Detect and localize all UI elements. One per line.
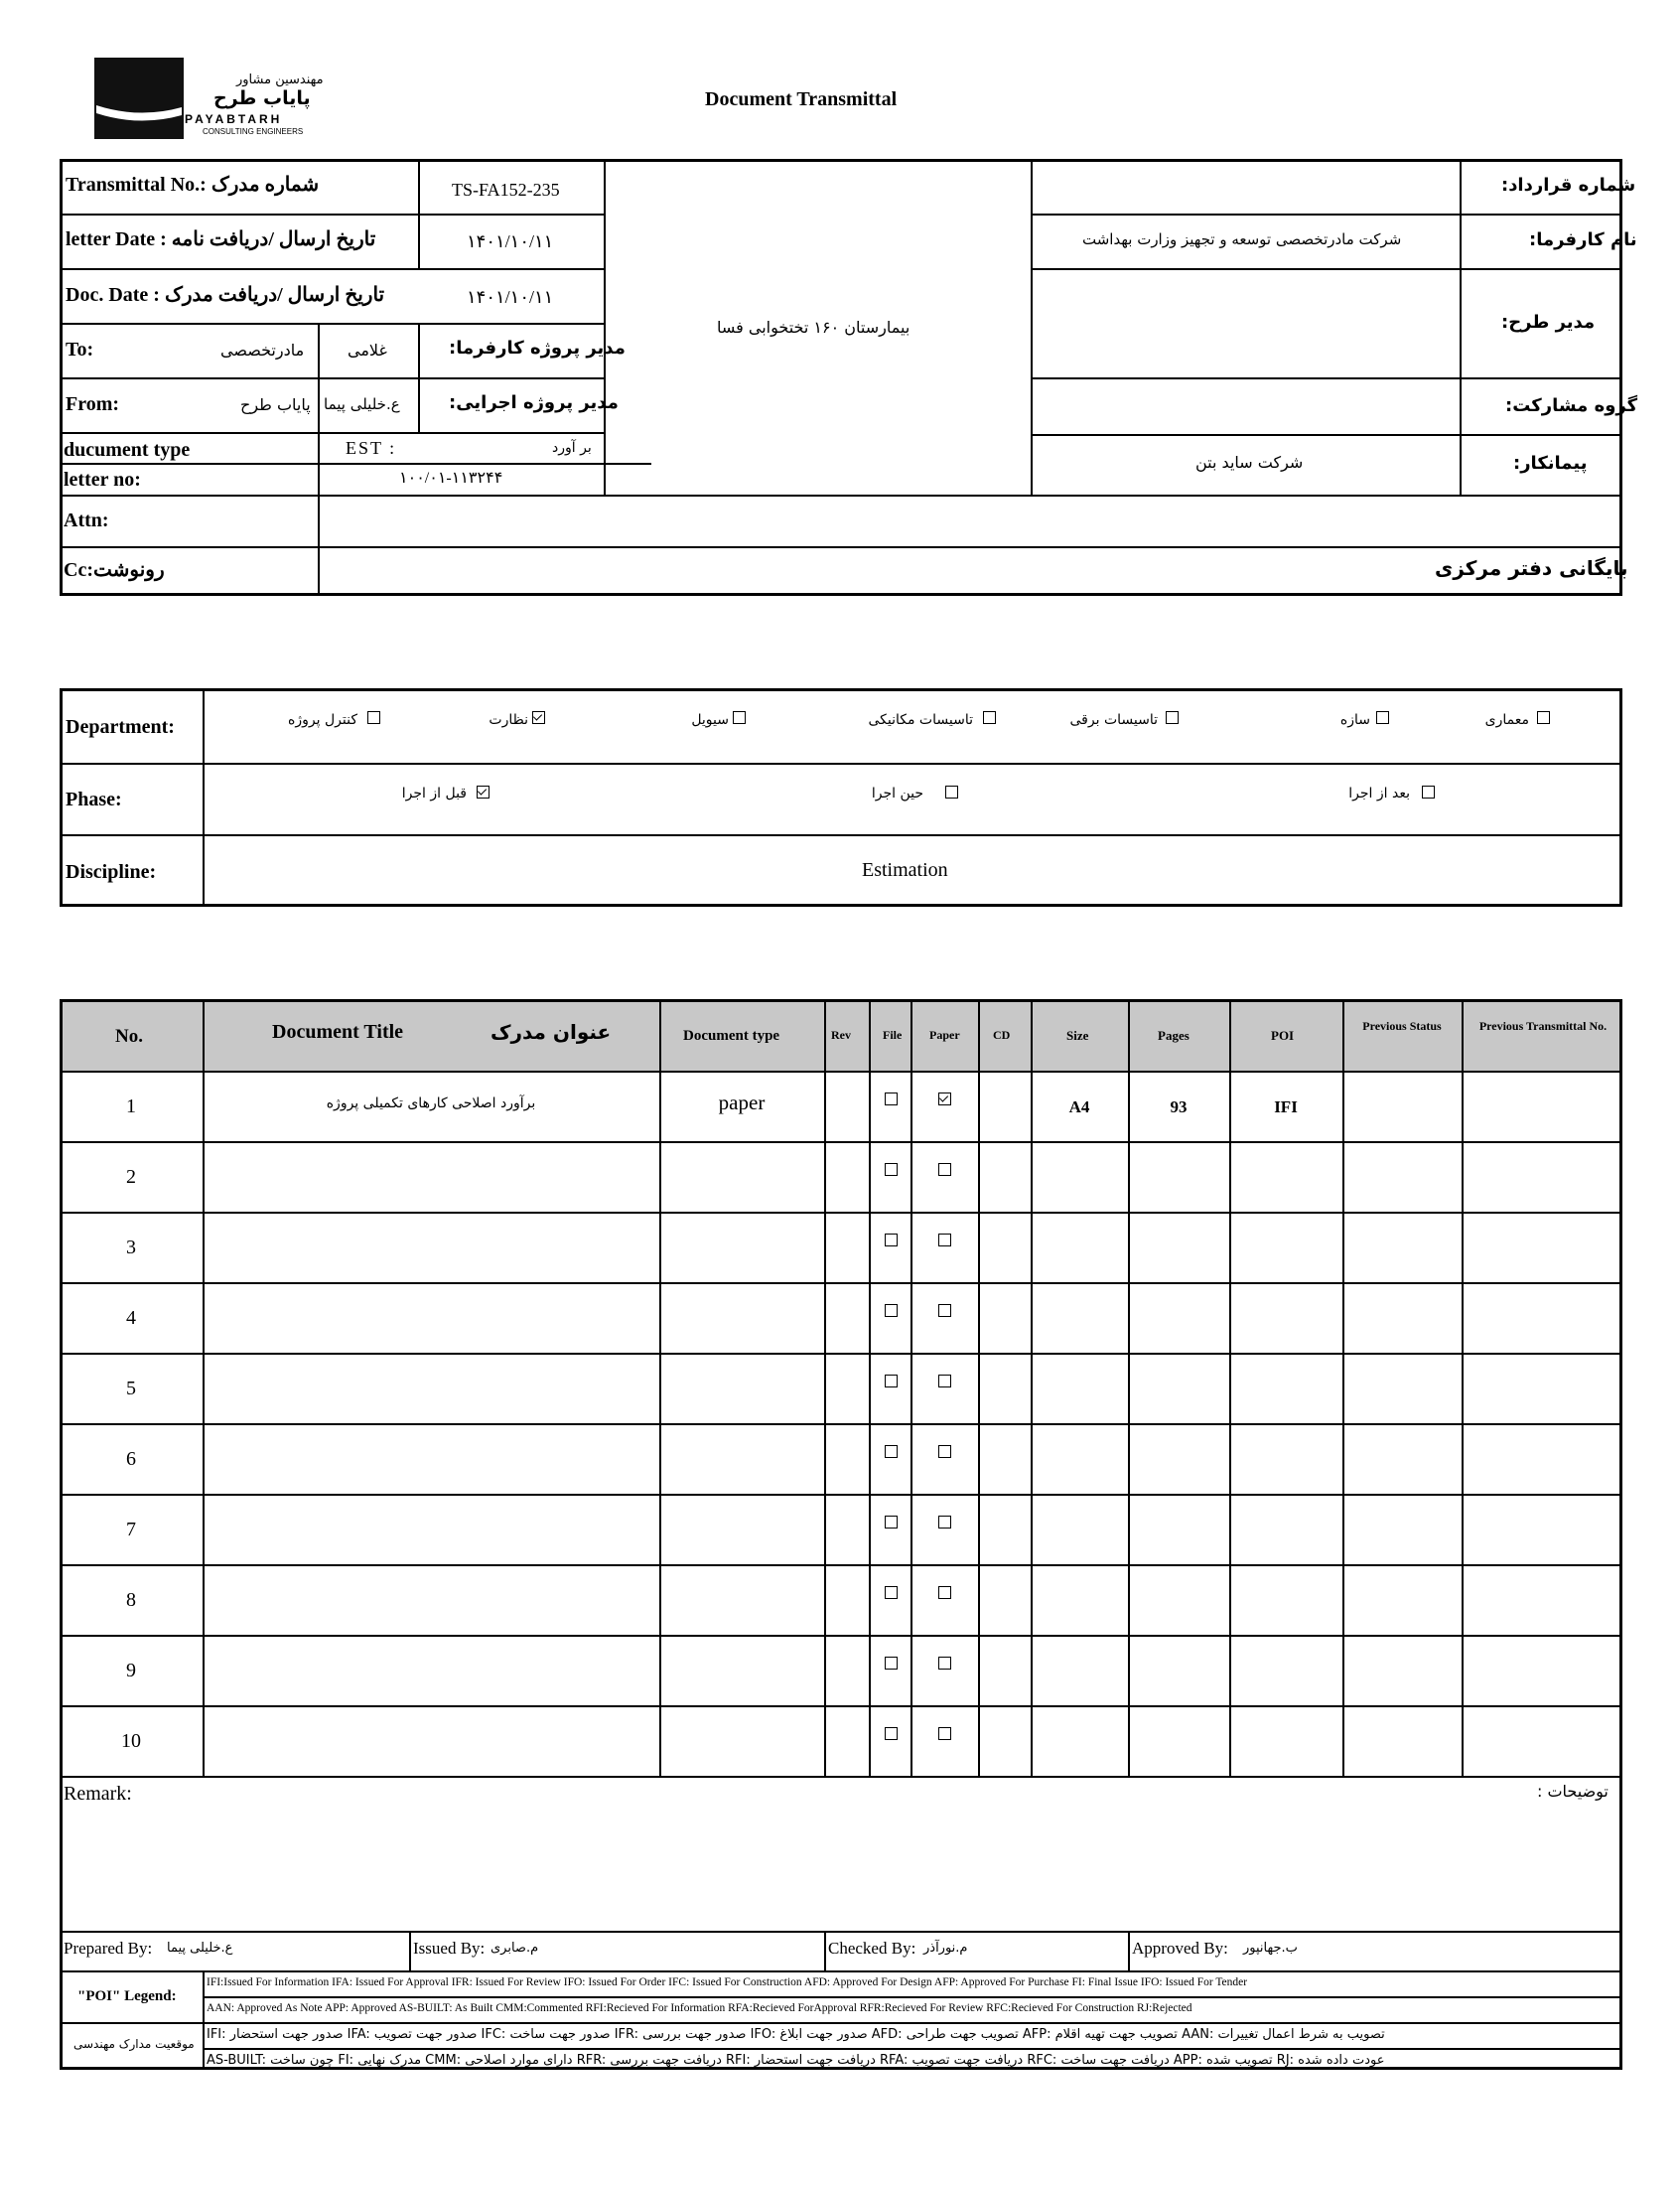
- row-pages: 93: [1170, 1097, 1188, 1116]
- to-value: مادرتخصصی: [220, 341, 305, 360]
- table-column-line: [910, 999, 912, 1776]
- th-prev-no: Previous Transmittal No.: [1478, 1019, 1608, 1033]
- th-file: File: [883, 1028, 903, 1042]
- row-number: 9: [126, 1660, 136, 1681]
- from-label: From:: [66, 393, 120, 415]
- row-number: 7: [126, 1519, 136, 1540]
- letter-no-label: letter no:: [64, 469, 141, 491]
- th-prev-status: Previous Status: [1362, 1019, 1442, 1033]
- phase-option-label: قبل از اجرا: [401, 786, 467, 801]
- th-size: Size: [1066, 1028, 1089, 1043]
- doc-date-value: ۱۴۰۱/۱۰/۱۱: [467, 287, 554, 307]
- page-title: Document Transmittal: [705, 88, 898, 110]
- table-row-line: [60, 1423, 1622, 1425]
- file-checkbox[interactable]: [885, 1163, 898, 1176]
- legend-line-1: IFI:Issued For Information IFA: Issued For Approval IFR: Issued For Review IFO: Issued For Order IFC: Issued For Construction AFD: Approved For Design AFP: Approved For Purchase FI: Final Issue IFO: Issued For Tender: [207, 1976, 1248, 1988]
- issued-by-label: Issued By:: [413, 1939, 486, 1958]
- file-checkbox[interactable]: [885, 1657, 898, 1670]
- table-column-line: [869, 999, 871, 1776]
- department-checkbox[interactable]: [1537, 711, 1550, 724]
- row-number: 4: [126, 1307, 136, 1329]
- th-cd: CD: [993, 1028, 1011, 1042]
- table-row-line: [60, 1705, 1622, 1707]
- attn-label: Attn:: [64, 510, 109, 531]
- remark-label-fa: توضیحات :: [1537, 1782, 1609, 1801]
- row-number: 5: [126, 1378, 136, 1399]
- logo-mark-icon: [94, 58, 184, 139]
- phase-checkbox[interactable]: [477, 786, 490, 799]
- row-poi: IFI: [1274, 1097, 1298, 1116]
- table-column-line: [1229, 999, 1231, 1776]
- letter-date-value: ۱۴۰۱/۱۰/۱۱: [467, 231, 554, 251]
- table-row-line: [60, 1282, 1622, 1284]
- logo-fa-name: پایاب طرح: [213, 87, 311, 109]
- file-checkbox[interactable]: [885, 1445, 898, 1458]
- department-option-label: کنترل پروژه: [288, 712, 357, 728]
- remark-label: Remark:: [64, 1783, 132, 1805]
- file-checkbox[interactable]: [885, 1516, 898, 1529]
- discipline-value: Estimation: [862, 859, 948, 881]
- logo-en-name: PAYABTARH: [185, 112, 283, 126]
- paper-checkbox[interactable]: [938, 1727, 951, 1740]
- th-rev: Rev: [831, 1028, 851, 1042]
- department-checkbox[interactable]: [532, 711, 545, 724]
- status-legend-label: موقعیت مدارک مهندسی: [73, 2037, 195, 2051]
- employer-value: شرکت مادرتخصصی توسعه و تجهیز وزارت بهداشت: [1082, 230, 1402, 248]
- poi-legend-label: "POI" Legend:: [77, 1988, 177, 2004]
- phase-option-label: بعد از اجرا: [1348, 786, 1410, 801]
- file-checkbox[interactable]: [885, 1234, 898, 1246]
- paper-checkbox[interactable]: [938, 1445, 951, 1458]
- legend-line-2: AAN: Approved As Note APP: Approved AS-BUILT: As Built CMM:Commented RFI:Recieved For Information RFA:Recieved ForApproval RFR:Recieved For Review RFC:Recieved For Construction RJ:Rejected: [207, 2002, 1192, 2014]
- table-row-line: [60, 1494, 1622, 1496]
- table-column-line: [978, 999, 980, 1776]
- partner-label: گروه مشارکت:: [1505, 395, 1638, 416]
- phase-label: Phase:: [66, 789, 122, 810]
- paper-checkbox[interactable]: [938, 1375, 951, 1387]
- row-number: 3: [126, 1237, 136, 1258]
- contractor-value: شرکت ساید بتن: [1195, 453, 1304, 472]
- department-option-label: معماری: [1484, 712, 1529, 728]
- employer-label: نام کارفرما:: [1529, 229, 1637, 250]
- issued-by-value: م.صابری: [490, 1941, 539, 1956]
- row-size: A4: [1068, 1097, 1090, 1116]
- phase-checkbox[interactable]: [945, 786, 958, 799]
- row-document-title: برآورد اصلاحی کارهای تکمیلی پروژه: [326, 1095, 536, 1111]
- doc-type-fa: بر آورد: [552, 440, 592, 456]
- documents-table: [60, 999, 1622, 2070]
- approved-by-value: ب.جهانپور: [1243, 1941, 1298, 1956]
- paper-checkbox[interactable]: [938, 1586, 951, 1599]
- table-row-line: [60, 1564, 1622, 1566]
- department-option-label: سازه: [1339, 712, 1370, 728]
- from-person: ع.خلیلی پیما: [324, 395, 400, 413]
- from-value: پایاب طرح: [240, 395, 311, 414]
- table-row-line: [60, 1635, 1622, 1637]
- row-number: 2: [126, 1166, 136, 1188]
- table-column-line: [203, 999, 205, 1776]
- th-poi: POI: [1271, 1028, 1295, 1043]
- contractor-label: پیمانکار:: [1513, 453, 1588, 474]
- phase-checkbox[interactable]: [1422, 786, 1435, 799]
- letter-no-value: ۱۰۰/۰۱-۱۱۳۲۴۴: [399, 470, 503, 487]
- department-option-label: نظارت: [489, 712, 528, 728]
- table-column-line: [1342, 999, 1344, 1776]
- table-header-line: [60, 1071, 1622, 1073]
- logo-en-sub: CONSULTING ENGINEERS: [203, 127, 304, 136]
- row-document-type: paper: [718, 1091, 766, 1114]
- paper-checkbox[interactable]: [938, 1234, 951, 1246]
- contract-no-label: شماره قرارداد:: [1501, 175, 1636, 196]
- prepared-by-label: Prepared By:: [64, 1939, 153, 1958]
- cc-label: Cc:رونوشت: [64, 559, 165, 581]
- letter-date-label: letter Date : تاریخ ارسال /دریافت نامه: [66, 228, 376, 250]
- paper-checkbox[interactable]: [938, 1092, 951, 1105]
- prepared-by-value: ع.خلیلی پیما: [167, 1941, 233, 1956]
- department-option-label: تاسیسات برقی: [1069, 712, 1158, 728]
- table-row-line: [60, 1776, 1622, 1778]
- department-checkbox[interactable]: [1166, 711, 1179, 724]
- paper-checkbox[interactable]: [938, 1657, 951, 1670]
- department-option-label: سیویل: [691, 712, 729, 728]
- phase-option-label: حین اجرا: [871, 786, 923, 801]
- doc-type-value: EST :: [346, 438, 397, 458]
- to-person: غلامی: [348, 341, 387, 360]
- cc-value: بایگانی دفتر مرکزی: [1435, 556, 1628, 580]
- table-column-line: [1128, 999, 1130, 1776]
- row-number: 1: [126, 1095, 136, 1117]
- table-column-line: [1462, 999, 1464, 1776]
- table-column-line: [824, 999, 826, 1776]
- department-label: Department:: [66, 716, 175, 738]
- row-number: 6: [126, 1448, 136, 1470]
- legend-line-3: IFI: صدور جهت استحضار IFA: صدور جهت تصویب IFC: صدور جهت ساخت IFR: صدور جهت بررسی IFO: صدور جهت ابلاغ AFD: تصویب جهت طراحی AFP: تصویب جهت تهیه اقلام AAN: تصویب به شرط اعمال تغییرات: [207, 2027, 1385, 2042]
- paper-checkbox[interactable]: [938, 1516, 951, 1529]
- row-number: 8: [126, 1589, 136, 1611]
- th-pages: Pages: [1158, 1028, 1190, 1043]
- file-checkbox[interactable]: [885, 1304, 898, 1317]
- legend-line-4: AS-BUILT: چون ساخت FI: مدرک نهایی CMM: دارای موارد اصلاحی RFR: دریافت جهت بررسی RFI: دریافت جهت استحضار RFA: دریافت جهت تصویب RFC: دریافت جهت ساخت APP: تصویب شده RJ: عودت داده شده: [207, 2053, 1385, 2068]
- transmittal-no-label: Transmittal No.: شماره مدرک: [66, 174, 320, 196]
- from-role-label: مدیر پروژه اجرایی:: [449, 392, 619, 413]
- transmittal-no-value: TS-FA152-235: [452, 180, 560, 200]
- th-title-fa: عنوان مدرک: [490, 1020, 612, 1044]
- th-paper: Paper: [929, 1028, 960, 1042]
- checked-by-value: م.نورآذر: [923, 1941, 968, 1956]
- paper-checkbox[interactable]: [938, 1163, 951, 1176]
- project-name: بیمارستان ۱۶۰ تختخوابی فسا: [717, 318, 910, 337]
- row-number: 10: [121, 1730, 141, 1752]
- th-no: No.: [115, 1026, 143, 1047]
- file-checkbox[interactable]: [885, 1375, 898, 1387]
- checked-by-label: Checked By:: [828, 1939, 916, 1958]
- table-row-line: [60, 1353, 1622, 1355]
- discipline-label: Discipline:: [66, 861, 157, 883]
- department-checkbox[interactable]: [733, 711, 746, 724]
- approved-by-label: Approved By:: [1132, 1939, 1228, 1958]
- paper-checkbox[interactable]: [938, 1304, 951, 1317]
- file-checkbox[interactable]: [885, 1092, 898, 1105]
- to-role-label: مدیر پروژه کارفرما:: [449, 338, 626, 359]
- th-title-en: Document Title: [272, 1021, 404, 1043]
- table-row-line: [60, 1141, 1622, 1143]
- file-checkbox[interactable]: [885, 1586, 898, 1599]
- doc-date-label: Doc. Date : تاریخ ارسال /دریافت مدرک: [66, 284, 385, 306]
- table-column-line: [1031, 999, 1033, 1776]
- table-column-line: [659, 999, 661, 1776]
- table-row-line: [60, 1212, 1622, 1214]
- file-checkbox[interactable]: [885, 1727, 898, 1740]
- th-doc-type: Document type: [683, 1028, 780, 1044]
- designer-label: مدیر طرح:: [1501, 312, 1596, 333]
- to-label: To:: [66, 339, 94, 361]
- doc-type-label: ducument type: [64, 439, 191, 461]
- logo-fa-top: مهندسین مشاور: [236, 73, 324, 87]
- department-option-label: تاسیسات مکانیکی: [868, 712, 973, 728]
